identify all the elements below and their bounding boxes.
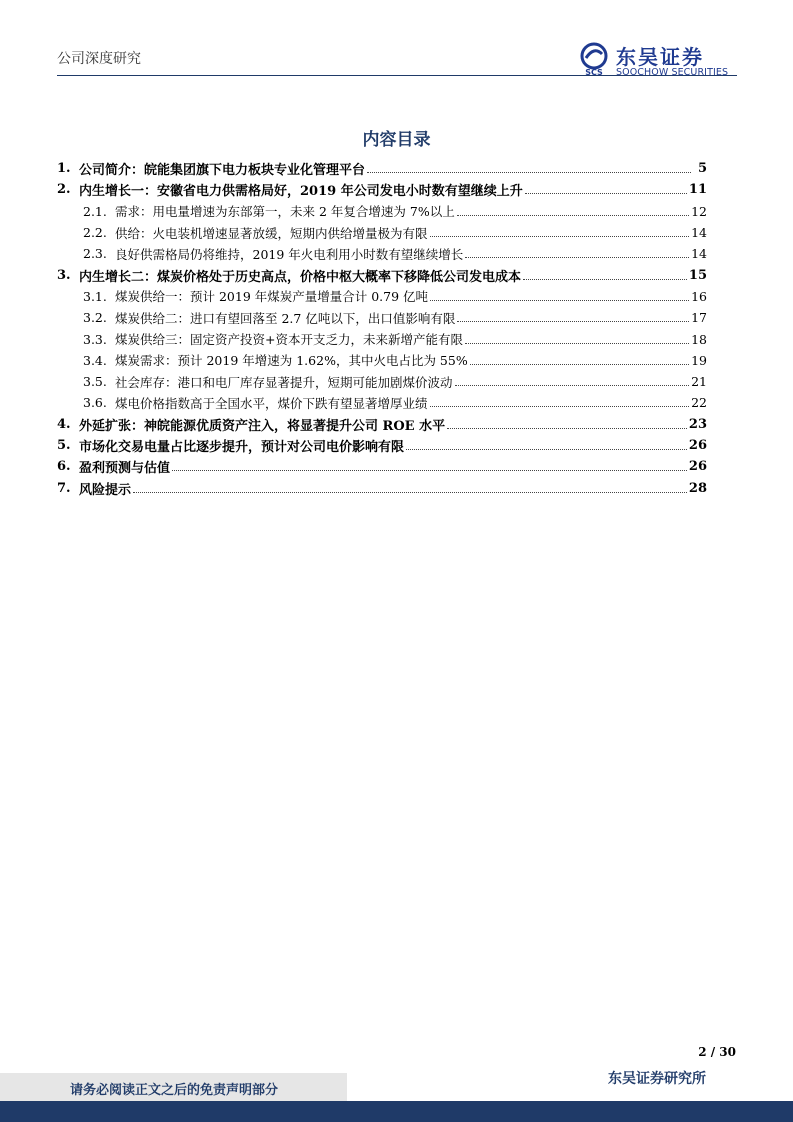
toc-subentry[interactable]: [57, 392, 707, 413]
toc-subentry[interactable]: [57, 371, 707, 392]
toc-entry-number: 3.4.: [83, 352, 107, 368]
toc-entry-title: 社会库存：港口和电厂库存显著提升，短期可能加剧煤价波动: [115, 374, 453, 390]
toc-leader-dots: [465, 343, 689, 344]
toc-entry-page: 18: [691, 331, 707, 347]
toc-entry-page: 12: [691, 203, 707, 219]
toc-entry-title: 内生增长一：安徽省电力供需格局好，2019 年公司发电小时数有望继续上升: [79, 184, 523, 200]
toc-leader-dots: [457, 215, 689, 216]
toc-entry-title: 公司简介：皖能集团旗下电力板块专业化管理平台: [79, 163, 366, 179]
toc-leader-dots: [406, 449, 687, 450]
toc-leader-dots: [455, 385, 690, 386]
toc-subentry[interactable]: [57, 328, 707, 349]
toc-subentry[interactable]: [57, 307, 707, 328]
toc-entry-title: 煤炭供给三：固定资产投资+资本开支乏力，未来新增产能有限: [115, 332, 463, 348]
toc-entry[interactable]: [57, 264, 707, 285]
toc-entry-title: 良好供需格局仍将维持，2019 年火电利用小时数有望继续增长: [115, 246, 464, 262]
toc-entry-title: 需求：用电量增速为东部第一，未来 2 年复合增速为 7%以上: [115, 204, 455, 220]
toc-entry-page: 14: [691, 246, 707, 262]
toc-leader-dots: [523, 279, 687, 280]
toc-entry-page: 19: [691, 352, 707, 368]
company-logo: [577, 40, 742, 78]
toc-entry[interactable]: [57, 477, 707, 498]
toc-entry-title: 煤电价格指数高于全国水平，煤价下跌有望显著增厚业绩: [115, 395, 428, 411]
toc-entry-title: 盈利预测与估值: [79, 461, 171, 477]
logo-chinese-name: 东吴证券: [616, 45, 704, 69]
toc-entry-number: 3.2.: [83, 310, 107, 326]
toc-entry-number: 3.1.: [83, 288, 107, 304]
toc-entry[interactable]: [57, 179, 707, 200]
disclaimer-notice: 请务必阅读正文之后的免责声明部分: [70, 1083, 279, 1098]
table-of-contents: [57, 158, 707, 499]
toc-entry-number: 7.: [57, 480, 71, 496]
toc-entry-number: 3.3.: [83, 331, 107, 347]
toc-entry-number: 3.: [57, 267, 71, 283]
toc-entry[interactable]: [57, 414, 707, 435]
toc-entry-number: 4.: [57, 416, 71, 432]
toc-leader-dots: [525, 193, 687, 194]
toc-entry-number: 6.: [57, 459, 71, 475]
toc-entry[interactable]: [57, 158, 707, 179]
toc-subentry[interactable]: [57, 222, 707, 243]
toc-entry-number: 1.: [57, 161, 71, 177]
logo-mark-text: SCS: [585, 68, 603, 76]
toc-entry-title: 煤炭供给一：预计 2019 年煤炭产量增量合计 0.79 亿吨: [115, 289, 429, 305]
toc-leader-dots: [430, 406, 690, 407]
toc-entry-number: 5.: [57, 438, 71, 453]
research-institute-name: 东吴证券研究所: [608, 1071, 706, 1087]
toc-entry-page: 21: [691, 374, 707, 390]
page-number: 2 / 30: [698, 1045, 736, 1059]
toc-title: 内容目录: [362, 130, 431, 150]
toc-entry[interactable]: [57, 456, 707, 477]
toc-entry-page: 26: [688, 438, 707, 453]
toc-entry-page: 14: [691, 225, 707, 241]
toc-leader-dots: [172, 470, 687, 471]
toc-entry-page: 23: [688, 416, 707, 432]
toc-entry-page: 11: [688, 182, 707, 198]
toc-entry-page: 28: [688, 480, 707, 496]
toc-subentry[interactable]: [57, 201, 707, 222]
toc-subentry[interactable]: [57, 243, 707, 264]
toc-entry-title: 供给：火电装机增速显著放缓，短期内供给增量极为有限: [115, 225, 428, 241]
toc-entry-number: 2.2.: [83, 225, 107, 241]
report-type-label: 公司深度研究: [57, 51, 141, 67]
toc-leader-dots: [430, 300, 689, 301]
toc-entry-page: 5: [697, 161, 707, 177]
toc-leader-dots: [430, 236, 690, 237]
toc-entry-title: 内生增长二：煤炭价格处于历史高点，价格中枢大概率下移降低公司发电成本: [79, 269, 522, 285]
toc-entry-title: 煤炭需求：预计 2019 年增速为 1.62%，其中火电占比为 55%: [115, 353, 468, 369]
toc-leader-dots: [447, 428, 687, 429]
toc-entry-number: 2.1.: [83, 203, 107, 219]
toc-entry-page: 17: [691, 310, 707, 326]
toc-entry-page: 15: [688, 267, 707, 283]
toc-entry-number: 3.6.: [83, 395, 107, 411]
toc-entry-title: 市场化交易电量占比逐步提升，预计对公司电价影响有限: [79, 440, 405, 455]
toc-entry-title: 外延扩张：神皖能源优质资产注入，将显著提升公司 ROE 水平: [79, 418, 446, 434]
toc-subentry[interactable]: [57, 286, 707, 307]
toc-entry-page: 26: [688, 459, 707, 475]
toc-entry-title: 风险提示: [79, 482, 132, 498]
toc-leader-dots: [465, 257, 689, 258]
footer-bar: [0, 1101, 793, 1122]
toc-entry-number: 3.5.: [83, 374, 107, 390]
toc-leader-dots: [470, 364, 689, 365]
toc-entry-title: 煤炭供给二：进口有望回落至 2.7 亿吨以下，出口值影响有限: [115, 310, 456, 326]
toc-leader-dots: [133, 492, 687, 493]
toc-leader-dots: [367, 172, 691, 173]
soochow-logo-icon: [577, 42, 611, 76]
toc-entry-number: 2.: [57, 182, 71, 198]
toc-entry[interactable]: [57, 435, 707, 456]
toc-subentry[interactable]: [57, 350, 707, 371]
toc-entry-page: 22: [691, 395, 707, 411]
toc-entry-number: 2.3.: [83, 246, 107, 262]
toc-entry-page: 16: [691, 288, 707, 304]
logo-english-name: SOOCHOW SECURITIES: [616, 67, 729, 78]
toc-leader-dots: [457, 321, 689, 322]
